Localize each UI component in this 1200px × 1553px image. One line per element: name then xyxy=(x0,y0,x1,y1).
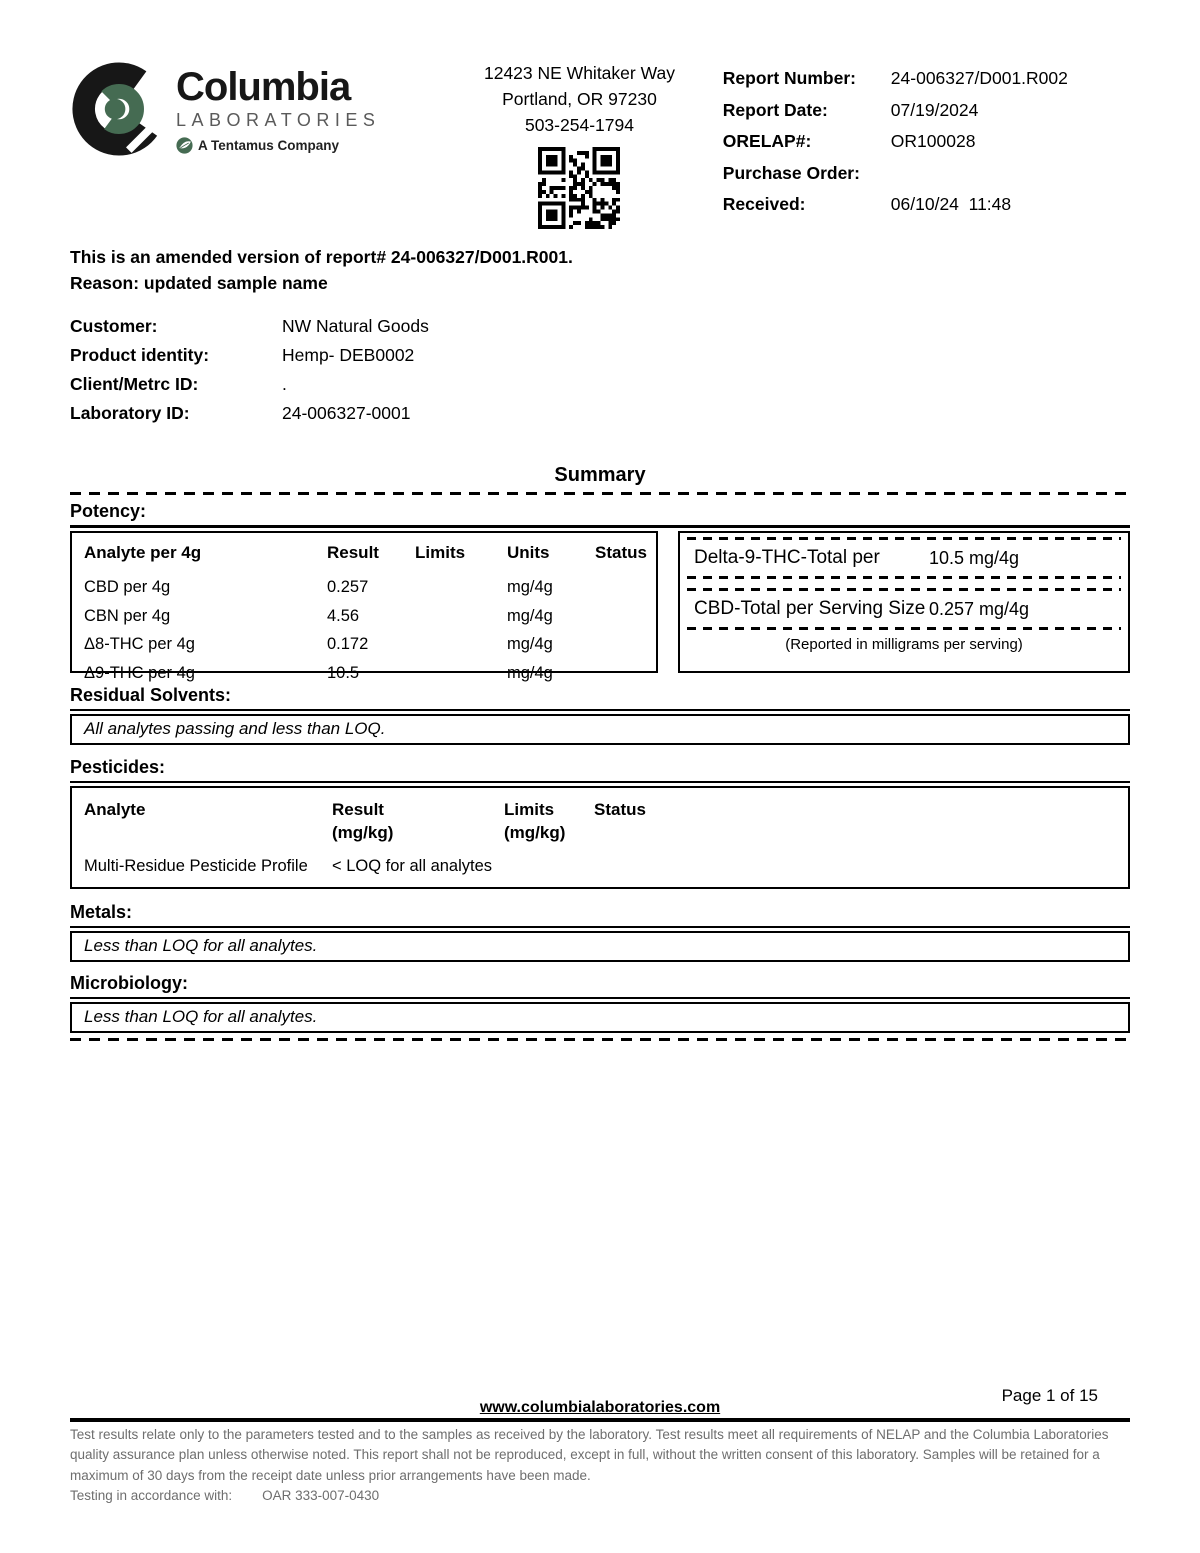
dashed-divider-bottom xyxy=(70,1038,1130,1041)
potency-col-header: Limits xyxy=(415,543,466,562)
report-meta-row: Report Number: 24-006327/D001.R002 xyxy=(722,68,1068,88)
cbd-total-value: 0.257 mg/4g xyxy=(929,598,1030,619)
metals-heading: Metals: xyxy=(70,902,1130,928)
potency-cell-status xyxy=(595,602,656,631)
potency-cell-units: mg/4g xyxy=(507,663,553,682)
potency-col-header: Analyte per 4g xyxy=(84,543,202,562)
sample-info-row: Laboratory ID: 24-006327-0001 xyxy=(70,403,411,423)
thc-total-label: Delta-9-THC-Total per xyxy=(694,547,880,568)
amendment-line-2: Reason: updated sample name xyxy=(70,273,328,293)
potency-cell-result: 0.257 xyxy=(327,578,369,596)
amendment-line-1: This is an amended version of report# 24-006327/D001.R001. xyxy=(70,247,573,267)
potency-cell-analyte: CBN per 4g xyxy=(84,606,171,625)
accordance-row xyxy=(70,1488,1130,1503)
potency-table xyxy=(70,531,658,682)
pesticides-heading: Pesticides: xyxy=(70,757,1130,783)
thc-totals-box xyxy=(678,531,1130,673)
metals-note: Less than LOQ for all analytes. xyxy=(70,931,1130,962)
potency-cell-limits xyxy=(415,630,507,659)
columbia-logo-icon xyxy=(70,60,168,163)
potency-cell-units: mg/4g xyxy=(507,635,553,653)
potency-cell-limits xyxy=(415,573,507,602)
report-meta-row: Report Date: 07/19/2024 xyxy=(722,99,979,120)
potency-cell-limits xyxy=(415,659,507,688)
page-indicator: Page 1 of 15 xyxy=(1001,1386,1098,1405)
summary-title: Summary xyxy=(554,464,646,486)
pesticides-cell-result: < LOQ for all analytes xyxy=(332,857,493,875)
accordance-label: Testing in accordance with: xyxy=(70,1487,233,1503)
potency-cell-units: mg/4g xyxy=(507,606,553,625)
potency-cell-result: 10.5 xyxy=(327,663,360,682)
logo-text xyxy=(176,66,380,154)
totals-note: (Reported in milligrams per serving) xyxy=(785,636,1023,653)
cbd-total-label: CBD-Total per Serving Size xyxy=(694,598,926,619)
report-footer xyxy=(70,1386,1130,1503)
cbd-total-row xyxy=(680,591,1128,627)
potency-cell-status xyxy=(595,630,656,659)
potency-cell-status xyxy=(595,659,656,688)
footer-rule xyxy=(70,1418,1130,1422)
microbiology-note: Less than LOQ for all analytes. xyxy=(70,1002,1130,1033)
microbiology-heading: Microbiology: xyxy=(70,973,1130,999)
pesticides-col-header: Analyte xyxy=(84,800,146,819)
residual-solvents-note: All analytes passing and less than LOQ. xyxy=(70,714,1130,745)
pesticides-col-header: Status xyxy=(594,800,646,819)
potency-cell-analyte: CBD per 4g xyxy=(84,578,171,596)
sample-info-row: Customer: NW Natural Goods xyxy=(70,316,429,336)
website-link[interactable]: www.columbialaboratories.com xyxy=(479,1399,721,1416)
potency-cell-units: mg/4g xyxy=(507,578,553,596)
sample-info-row: Client/Metrc ID: . xyxy=(70,374,287,394)
tentamus-leaf-icon xyxy=(176,137,193,154)
thc-total-row xyxy=(680,540,1128,576)
lab-address-block xyxy=(436,60,723,234)
report-meta-row: ORELAP#: OR100028 xyxy=(722,131,976,151)
report-meta-row: Purchase Order: xyxy=(722,162,860,183)
pesticides-table xyxy=(70,786,1130,889)
pesticides-col-header: Limits (mg/kg) xyxy=(504,800,566,842)
potency-col-header: Status xyxy=(595,543,647,562)
address-line-1: 12423 NE Whitaker Way xyxy=(483,63,675,83)
report-meta-row: Received: 06/10/24 11:48 xyxy=(722,194,1012,214)
potency-cell-status xyxy=(595,573,656,602)
qr-code xyxy=(436,147,723,234)
logo-name: Columbia xyxy=(176,65,351,109)
potency-cell-result: 0.172 xyxy=(327,635,369,653)
amendment-notice xyxy=(70,244,1130,296)
report-meta xyxy=(723,63,1130,221)
potency-cell-analyte: Δ8-THC per 4g xyxy=(84,635,195,653)
columbia-logo xyxy=(70,60,396,163)
address-line-2: Portland, OR 97230 xyxy=(502,89,657,109)
accordance-value: OAR 333-007-0430 xyxy=(262,1487,380,1503)
pesticides-cell-analyte: Multi-Residue Pesticide Profile xyxy=(84,857,308,875)
residual-solvents-heading: Residual Solvents: xyxy=(70,685,1130,711)
phone-number: 503-254-1794 xyxy=(524,115,634,135)
potency-cell-result: 4.56 xyxy=(327,606,360,625)
potency-col-header: Result xyxy=(327,543,379,562)
report-content xyxy=(70,0,1130,1041)
pesticides-col-header: Result (mg/kg) xyxy=(332,800,394,842)
potency-section xyxy=(70,531,1130,682)
sample-info xyxy=(70,312,1130,428)
logo-subname: LABORATORIES xyxy=(176,110,381,130)
disclaimer-text: Test results relate only to the parameters tested and to the samples as received by the laboratory. Test results meet all requirements of NELAP and the Columbia Laboratories quality assurance plan unless otherwise noted. This report shall not be reproduced, except in full, without the written consent of this laboratory. Samples will be retained for a maximum of 30 days from the receipt date unless prior arrangements have been made. xyxy=(70,1427,1109,1483)
thc-total-value: 10.5 mg/4g xyxy=(929,547,1020,568)
potency-cell-analyte: Δ9-THC per 4g xyxy=(84,663,195,682)
potency-cell-limits xyxy=(415,602,507,631)
dashed-divider-top xyxy=(70,492,1130,495)
potency-heading: Potency: xyxy=(70,501,1130,528)
report-header xyxy=(70,60,1130,234)
potency-col-header: Units xyxy=(507,543,550,562)
sample-info-row: Product identity: Hemp- DEB0002 xyxy=(70,345,415,365)
logo-tagline: A Tentamus Company xyxy=(176,137,380,154)
